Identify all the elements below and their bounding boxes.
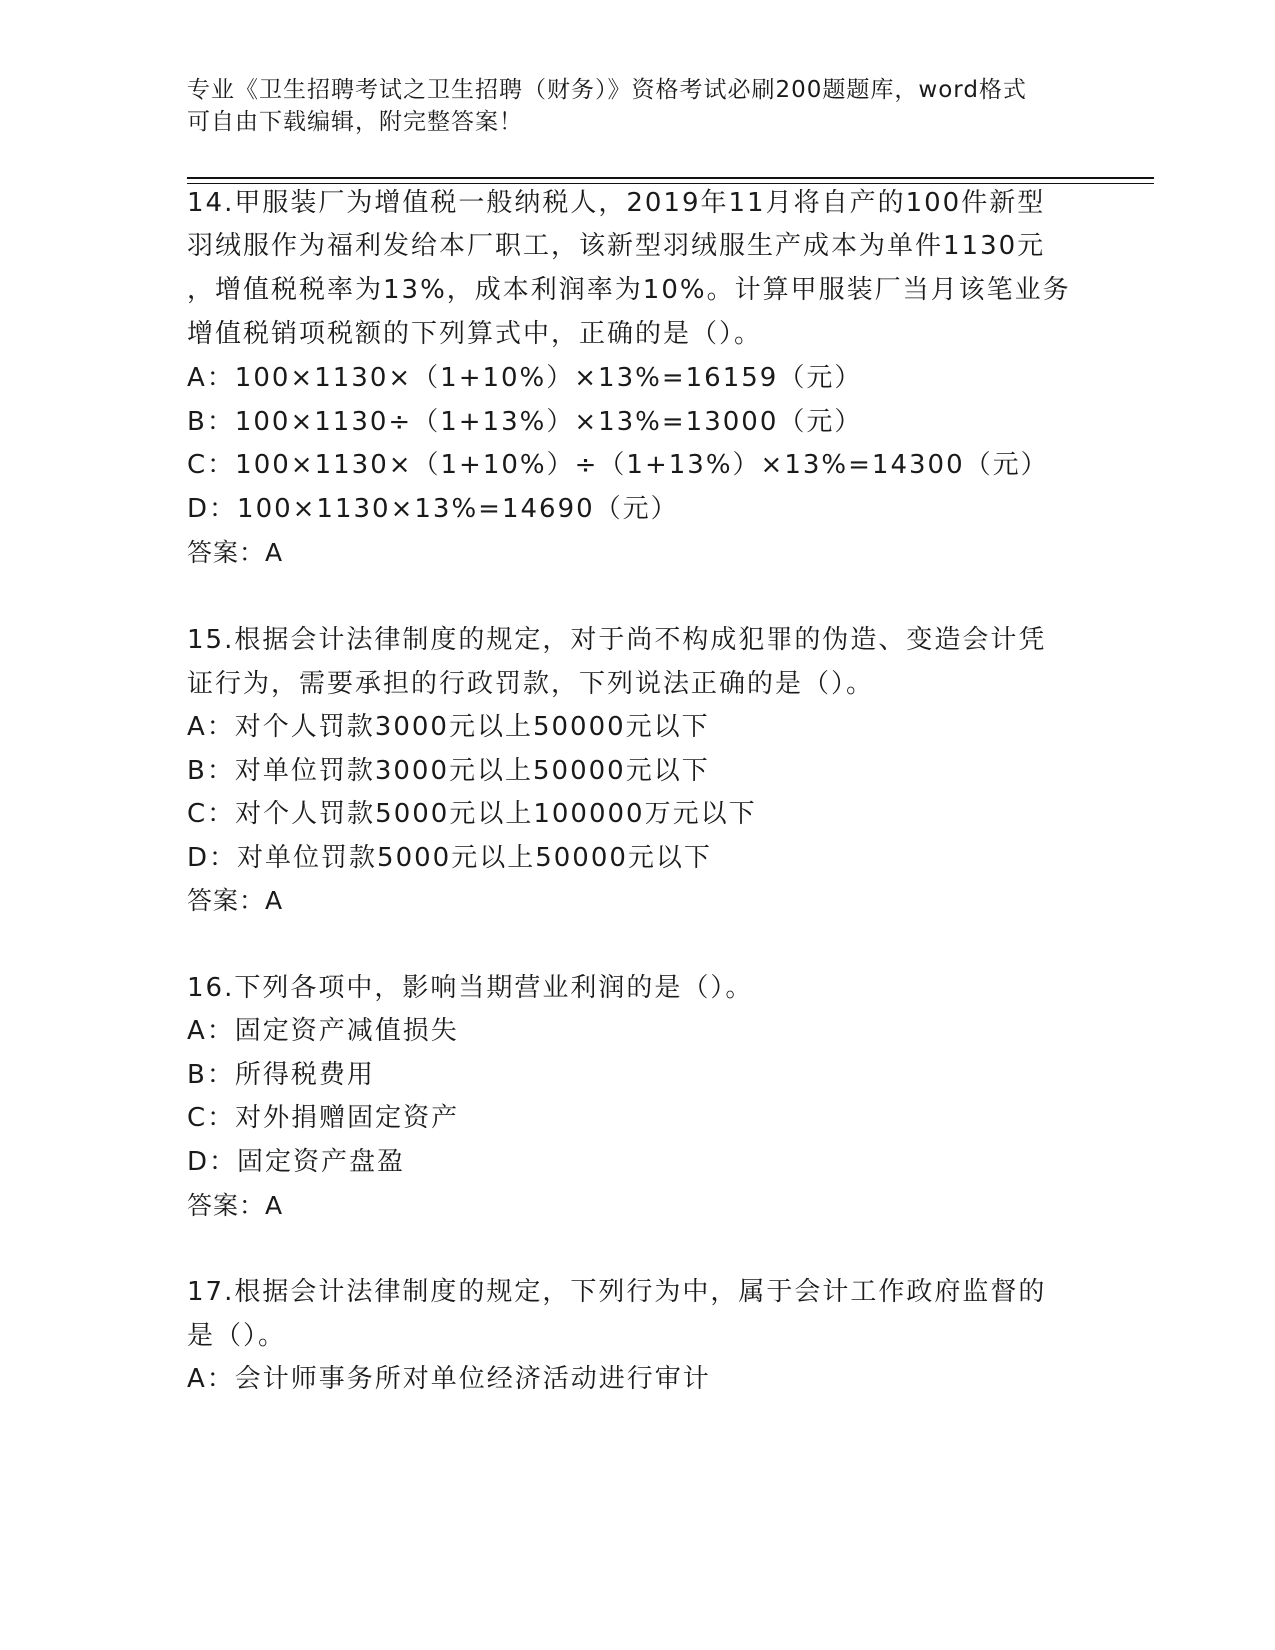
question-15-answer: 答案：A	[187, 886, 284, 915]
question-15-option-c: C：对个人罚款5000元以上100000万元以下	[187, 799, 757, 829]
question-15-option-b: B：对单位罚款3000元以上50000元以下	[187, 756, 710, 786]
question-14-stem-line-3: ，增值税税率为13%，成本利润率为10%。计算甲服装厂当月该笔业务	[187, 275, 1071, 305]
header-divider-thin	[187, 183, 1154, 184]
question-16-stem-line-1: 16.下列各项中，影响当期营业利润的是（）。	[187, 973, 754, 1003]
question-14-stem-line-1: 14.甲服装厂为增值税一般纳税人，2019年11月将自产的100件新型	[187, 188, 1046, 218]
question-17-option-a: A：会计师事务所对单位经济活动进行审计	[187, 1364, 711, 1394]
question-17-stem-line-1: 17.根据会计法律制度的规定，下列行为中，属于会计工作政府监督的	[187, 1277, 1047, 1307]
question-17-stem-line-2: 是（）。	[187, 1321, 287, 1351]
question-16-answer: 答案：A	[187, 1191, 284, 1220]
header-line-2: 可自由下载编辑，附完整答案！	[187, 109, 523, 135]
question-16-option-b: B：所得税费用	[187, 1060, 375, 1090]
question-16-option-c: C：对外捐赠固定资产	[187, 1103, 460, 1133]
question-14-option-a: A：100×1130×（1+10%）×13%=16159（元）	[187, 363, 863, 393]
question-16-option-a: A：固定资产减值损失	[187, 1016, 459, 1046]
header-divider-thick	[187, 177, 1154, 179]
question-15-stem-line-1: 15.根据会计法律制度的规定，对于尚不构成犯罪的伪造、变造会计凭	[187, 625, 1047, 655]
page-header	[187, 74, 1067, 138]
question-15-option-a: A：对个人罚款3000元以上50000元以下	[187, 712, 710, 742]
question-14-option-b: B：100×1130÷（1+13%）×13%=13000（元）	[187, 407, 863, 437]
question-14-answer: 答案：A	[187, 538, 284, 567]
question-14-option-d: D：100×1130×13%=14690（元）	[187, 494, 679, 524]
header-line-1: 专业《卫生招聘考试之卫生招聘（财务）》资格考试必刷200题题库，word格式	[187, 77, 1027, 103]
question-15-stem-line-2: 证行为，需要承担的行政罚款，下列说法正确的是（）。	[187, 669, 875, 699]
question-16-option-d: D：固定资产盘盈	[187, 1147, 406, 1177]
question-14-stem-line-2: 羽绒服作为福利发给本厂职工，该新型羽绒服生产成本为单件1130元	[187, 231, 1046, 261]
question-14-option-c: C：100×1130×（1+10%）÷（1+13%）×13%=14300（元）	[187, 450, 1049, 480]
question-14-stem-line-4: 增值税销项税额的下列算式中，正确的是（）。	[187, 319, 763, 349]
question-15-option-d: D：对单位罚款5000元以上50000元以下	[187, 843, 712, 873]
